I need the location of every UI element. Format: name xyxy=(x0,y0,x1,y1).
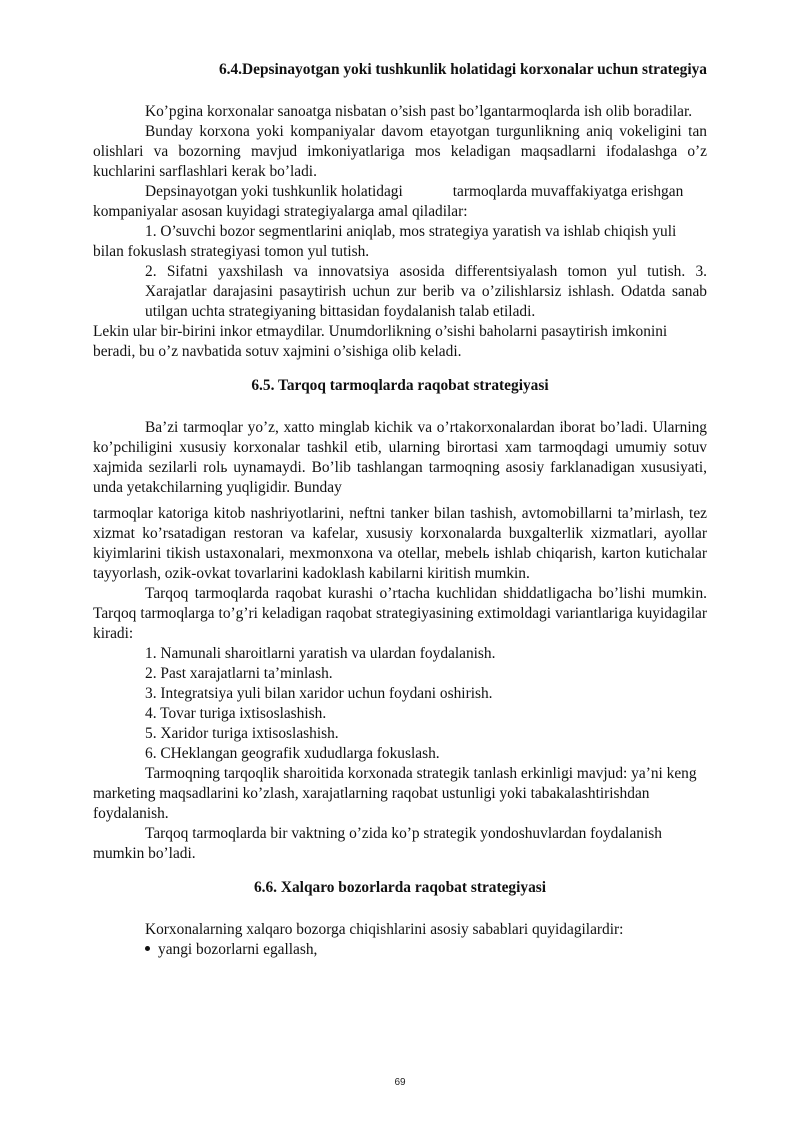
list-item: 1. Namunali sharoitlarni yaratish va ulardan foydalanish. xyxy=(145,645,496,662)
paragraph: Korxonalarning xalqaro bozorga chiqishlarini asosiy sabablari quyidagilardir: xyxy=(145,921,624,938)
paragraph: Tarmoqning tarqoqlik sharoitida korxonada strategik tanlash erkinligi mavjud: ya’ni keng marketing maqsadlarini ko’zlash, xarajatlarning raqobat ustunligi yoki tabakalashtirishdan foydalanish. xyxy=(93,765,697,822)
paragraph: Depsinayotgan yoki tushkunlik holatidagi tarmoqlarda muvaffakiyatga erishgan kompaniyalar asosan kuyidagi strategiyalarga amal qiladilar: xyxy=(93,183,688,220)
paragraph: Ba’zi tarmoqlar yo’z, xatto minglab kichik va o’rtakorxonalardan iborat bo’ladi. Ularning ko’pchiligini xususiy korxonalar tashkil etib, ularning birortasi xam tarmoqdagi umumiy sotuv xajmida sezilarli rolь uynamaydi. Bo’lib tashlangan tarmoqning asosiy farklanadigan xususiyati, unda yetakchilarning yuqligidir. Bunday xyxy=(93,419,707,496)
page-number: 69 xyxy=(394,1077,406,1088)
paragraph: tarmoqlar katoriga kitob nashriyotlarini, neftni tanker bilan tashish, avtomobillarni ta’mirlash, tez xizmat ko’rsatadigan restoran va kafelar, xususiy korxonalarda buxgalterlik xizmatlari, ayollar kiyimlarini tikish ustaxonalari, mexmonxona va otellar, mebelь ishlab chiqarish, karton kutichalar tayyorlash, ozik-ovkat tovarlarini kadoklash kabilarni kiritish mumkin. xyxy=(93,505,707,582)
bullet-item xyxy=(93,940,707,960)
paragraph: Ko’pgina korxonalar sanoatga nisbatan o’sish past bo’lgantarmoqlarda ish olib boradilar. xyxy=(145,103,693,120)
bullet-icon xyxy=(145,946,150,951)
list-item: 3. Integratsiya yuli bilan xaridor uchun foydani oshirish. xyxy=(145,685,493,702)
list-item: 5. Xaridor turiga ixtisoslashish. xyxy=(145,725,339,742)
paragraph: Bunday korxona yoki kompaniyalar davom etayotgan turgunlikning aniq vokeligini tan olishlari va bozorning mavjud imkoniyatlariga mos keladigan maqsadlarni ifodalashga o’z kuchlarini sarflashlari kerak bo’ladi. xyxy=(93,123,707,180)
document-page xyxy=(93,56,707,960)
bullet-text: yangi bozorlarni egallash, xyxy=(158,941,318,958)
paragraph: 1. O’suvchi bozor segmentlarini aniqlab, mos strategiya yaratish va ishlab chiqish yuli bilan fokuslash strategiyasi tomon yul tutish. xyxy=(93,223,677,260)
section-heading-6-5: 6.5. Tarqoq tarmoqlarda raqobat strategiyasi xyxy=(251,377,549,394)
section-heading-6-4: 6.4.Depsinayotgan yoki tushkunlik holatidagi korxonalar uchun strategiya xyxy=(218,61,707,78)
paragraph: Lekin ular bir-birini inkor etmaydilar. Unumdorlikning o’sishi baholarni pasaytirish imkonini beradi, bu o’z navbatida sotuv xajmini o’sishiga olib keladi. xyxy=(93,323,668,360)
paragraph: Tarqoq tarmoqlarda bir vaktning o’zida ko’p strategik yondoshuvlardan foydalanish mumkin bo’ladi. xyxy=(93,825,662,862)
numbered-list xyxy=(93,644,707,764)
paragraph: 2. Sifatni yaxshilash va innovatsiya asosida differentsiyalash tomon yul tutish. 3. Xarajatlar darajasini pasaytirish uchun zur berib va o’zilishlarsiz ishlash. Odatda sanab utilgan uchta strategiyaning bittasidan foydalanish talab etiladi. xyxy=(145,263,707,320)
list-item: 4. Tovar turiga ixtisoslashish. xyxy=(145,705,327,722)
paragraph: Tarqoq tarmoqlarda raqobat kurashi o’rtacha kuchlidan shiddatligacha bo’lishi mumkin. Tarqoq tarmoqlarga to’g’ri keladigan raqobat strategiyasining extimoldagi variantlariga kuyidagilar kiradi: xyxy=(93,585,707,642)
list-item: 6. CHeklangan geografik xududlarga fokuslash. xyxy=(145,745,440,762)
section-heading-6-6: 6.6. Xalqaro bozorlarda raqobat strategiyasi xyxy=(253,879,547,896)
list-item: 2. Past xarajatlarni ta’minlash. xyxy=(145,665,333,682)
